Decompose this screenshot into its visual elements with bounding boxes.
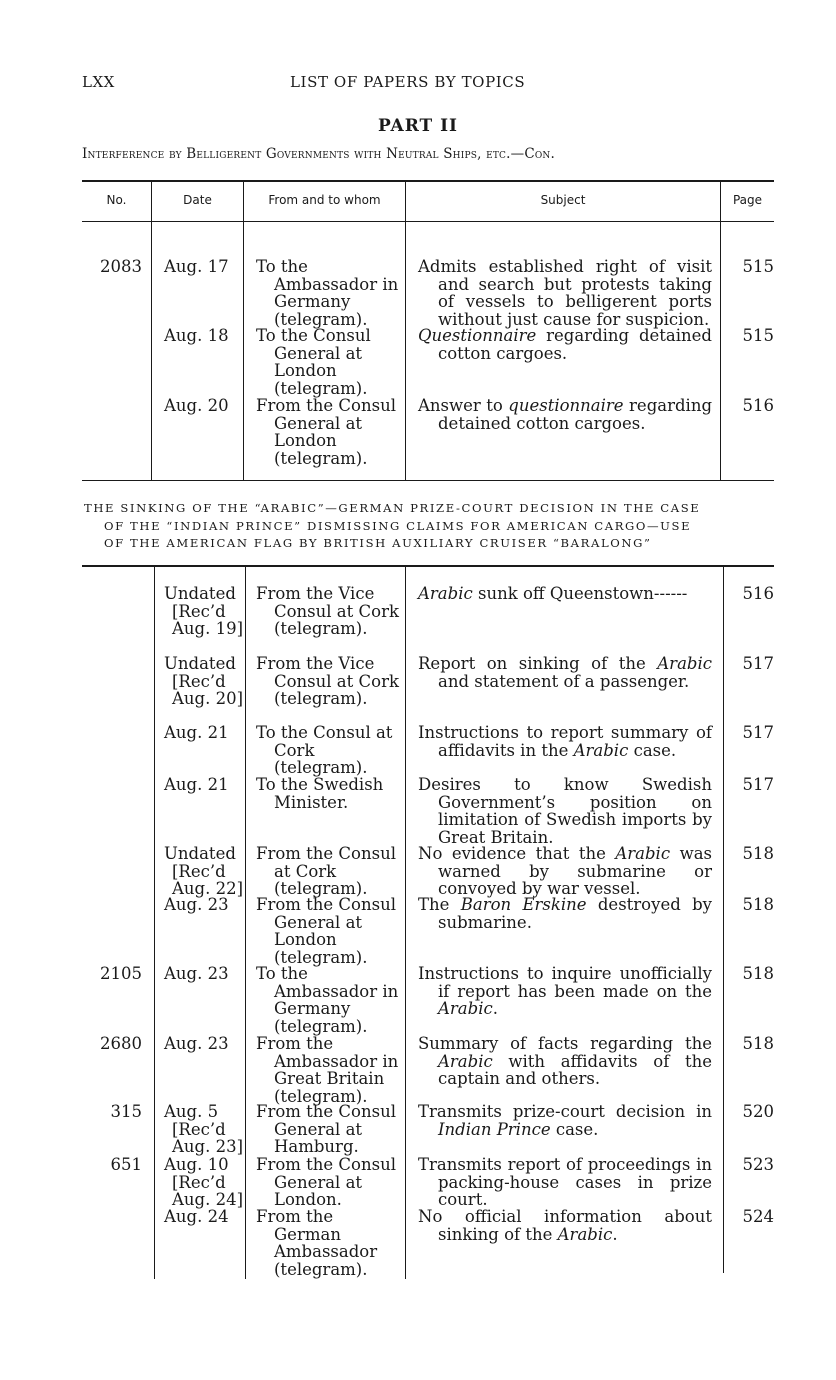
row-from-to: From the Ambassador in Great Britain (telegram). (256, 1034, 399, 1106)
row-page: 518 (742, 895, 774, 914)
row-from-to: From the Consul General at London (telegram). (256, 895, 396, 967)
table2-top-rule (82, 565, 774, 567)
row-number: 2083 (100, 257, 142, 276)
row-from-to: From the Consul General at London. (256, 1155, 396, 1209)
row-date: Aug. 23 (164, 1034, 229, 1053)
row-page: 517 (742, 775, 774, 794)
row-subject: Transmits report of proceedings in packing-house cases in prize court. (418, 1155, 712, 1209)
col-header-no: No. (106, 193, 127, 207)
table1-header-rule (82, 221, 774, 222)
row-from-to: To the Consul at Cork (telegram). (256, 723, 393, 777)
row-date: Undated [Rec’d Aug. 22] (164, 844, 244, 898)
row-date: Aug. 23 (164, 964, 229, 983)
row-number: 651 (110, 1155, 142, 1174)
row-page: 523 (742, 1155, 774, 1174)
col-header-page: Page (732, 193, 763, 207)
row-number: 2105 (100, 964, 142, 983)
running-title: LIST OF PAPERS BY TOPICS (290, 73, 526, 91)
row-date: Undated [Rec’d Aug. 19] (164, 584, 244, 638)
row-number: 2680 (100, 1034, 142, 1053)
row-from-to: To the Consul General at London (telegram). (256, 326, 371, 398)
section-heading-arabic: THE SINKING OF THE “ARABIC”—GERMAN PRIZE-COURT DECISION IN THE CASE OF THE “INDIAN PRINCE” DISMISSING CLAIMS FOR AMERICAN CARGO—USE OF THE AMERICAN FLAG BY BRITISH AUXILIARY CRUISER “BARALONG” (84, 501, 701, 550)
row-subject: Questionnaire regarding detained cotton cargoes. (418, 326, 712, 363)
table2-col-divider (405, 567, 406, 1279)
row-page: 518 (742, 1034, 774, 1053)
row-subject: Desires to know Swedish Government’s position on limitation of Swedish imports by Great Britain. (418, 775, 712, 847)
table1-col-divider (405, 182, 406, 480)
row-subject: The Baron Erskine destroyed by submarine. (418, 895, 712, 932)
row-page: 515 (742, 326, 774, 345)
row-page: 517 (742, 723, 774, 742)
row-date: Aug. 21 (164, 723, 229, 742)
row-from-to: To the Ambassador in Germany (telegram). (256, 964, 399, 1036)
row-date: Aug. 20 (164, 396, 229, 415)
table1-top-rule (82, 180, 774, 182)
row-subject: No official information about sinking of the Arabic. (418, 1207, 712, 1244)
row-page: 518 (742, 964, 774, 983)
row-subject: Summary of facts regarding the Arabic with affidavits of the captain and others. (418, 1034, 712, 1088)
row-subject: Arabic sunk off Queenstown------ (418, 584, 688, 603)
part-heading: PART II (377, 116, 459, 136)
row-from-to: From the Vice Consul at Cork (telegram). (256, 584, 399, 638)
row-from-to: To the Ambassador in Germany (telegram). (256, 257, 399, 329)
table2-col-divider (723, 567, 724, 1273)
table1-col-divider (151, 182, 152, 480)
row-from-to: From the Vice Consul at Cork (telegram). (256, 654, 399, 708)
row-page: 518 (742, 844, 774, 863)
row-from-to: From the Consul General at Hamburg. (256, 1102, 396, 1156)
row-date: Aug. 24 (164, 1207, 229, 1226)
row-subject: No evidence that the Arabic was warned by submarine or convoyed by war vessel. (418, 844, 712, 898)
row-date: Aug. 21 (164, 775, 229, 794)
row-page: 517 (742, 654, 774, 673)
row-date: Aug. 18 (164, 326, 229, 345)
row-date: Aug. 5 [Rec’d Aug. 23] (164, 1102, 244, 1156)
col-header-subject: Subject (540, 193, 586, 207)
section-heading-interference: Interference by Belligerent Governments with Neutral Ships, etc.—Con. (82, 146, 555, 162)
row-page: 524 (742, 1207, 774, 1226)
row-from-to: To the Swedish Minister. (256, 775, 384, 812)
row-subject: Transmits prize-court decision in Indian Prince case. (418, 1102, 712, 1139)
row-page: 520 (742, 1102, 774, 1121)
row-date: Aug. 10 [Rec’d Aug. 24] (164, 1155, 244, 1209)
row-date: Aug. 23 (164, 895, 229, 914)
table1-bottom-rule (82, 480, 774, 481)
row-from-to: From the Consul General at London (telegram). (256, 396, 396, 468)
row-page: 515 (742, 257, 774, 276)
row-subject: Admits established right of visit and search but protests taking of vessels to belligerent ports without just cause for suspicion. (418, 257, 712, 329)
row-subject: Report on sinking of the Arabic and statement of a passenger. (418, 654, 712, 691)
row-from-to: From the German Ambassador (telegram). (256, 1207, 378, 1279)
table1-col-divider (720, 182, 721, 480)
row-page: 516 (742, 396, 774, 415)
page-number: LXX (82, 73, 115, 91)
row-subject: Instructions to inquire unofficially if report has been made on the Arabic. (418, 964, 712, 1018)
row-subject: Instructions to report summary of affidavits in the Arabic case. (418, 723, 712, 760)
row-date: Undated [Rec’d Aug. 20] (164, 654, 244, 708)
row-subject: Answer to questionnaire regarding detained cotton cargoes. (418, 396, 713, 433)
row-number: 315 (110, 1102, 142, 1121)
col-header-from-to: From and to whom (268, 193, 381, 207)
row-date: Aug. 17 (164, 257, 229, 276)
table2-col-divider (154, 567, 155, 1279)
row-from-to: From the Consul at Cork (telegram). (256, 844, 396, 898)
row-page: 516 (742, 584, 774, 603)
col-header-date: Date (183, 193, 212, 207)
